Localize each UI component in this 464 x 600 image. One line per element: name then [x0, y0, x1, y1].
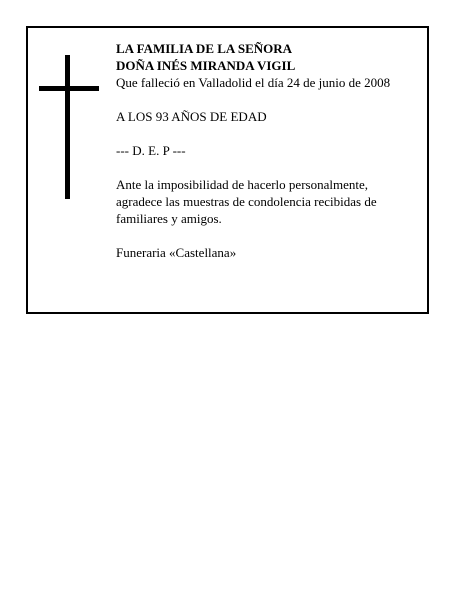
age-line: A LOS 93 AÑOS DE EDAD [116, 109, 267, 124]
thanks-line-2: agradece las muestras de condolencia recibidas de [116, 194, 377, 209]
funeral-home: Funeraria «Castellana» [116, 245, 237, 260]
thanks-line-3: familiares y amigos. [116, 211, 222, 226]
thanks-line-1: Ante la imposibilidad de hacerlo personalmente, [116, 177, 368, 192]
cross-horizontal-bar [39, 86, 99, 91]
notice-text [116, 40, 421, 261]
obituary-notice [26, 26, 429, 314]
heading-family: LA FAMILIA DE LA SEÑORA [116, 41, 293, 56]
cross-icon [39, 55, 99, 199]
rip-line: --- D. E. P --- [116, 143, 186, 158]
heading-deceased-name: DOÑA INÉS MIRANDA VIGIL [116, 58, 296, 73]
cross-vertical-bar [65, 55, 70, 199]
death-details: Que falleció en Valladolid el día 24 de junio de 2008 [116, 75, 391, 90]
